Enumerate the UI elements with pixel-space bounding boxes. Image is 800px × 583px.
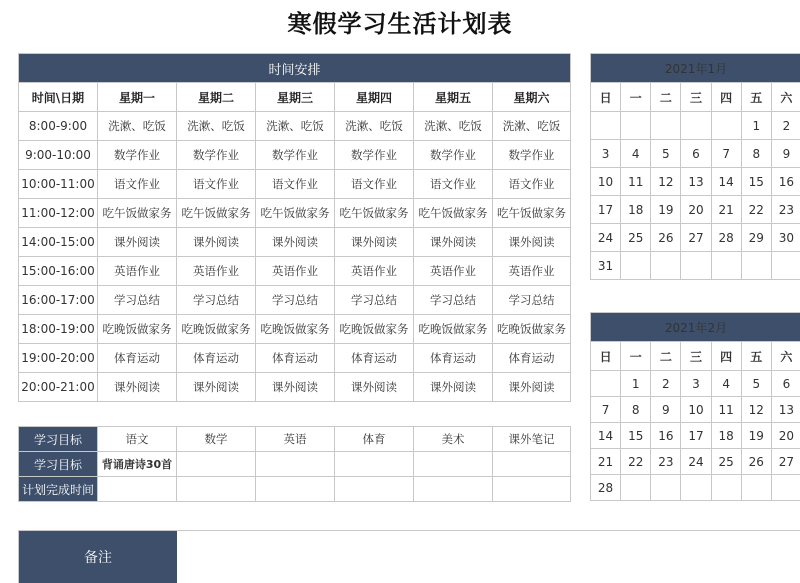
weekday-header: 一 — [621, 342, 651, 371]
time-slot: 19:00-20:00 — [19, 344, 98, 373]
calendar-day[interactable]: 31 — [591, 252, 621, 280]
goal-subject: 体育 — [335, 427, 414, 452]
calendar-day[interactable]: 9 — [771, 140, 800, 168]
calendar-day — [651, 112, 681, 140]
activity-cell[interactable]: 数学作业 — [256, 141, 335, 170]
calendar-day[interactable]: 25 — [711, 449, 741, 475]
calendar-day[interactable]: 1 — [741, 112, 771, 140]
activity-cell[interactable]: 语文作业 — [414, 170, 493, 199]
calendar-day[interactable]: 8 — [621, 397, 651, 423]
activity-cell[interactable]: 课外阅读 — [98, 228, 177, 257]
calendar-day[interactable]: 13 — [681, 168, 711, 196]
goal-subject: 课外笔记 — [493, 427, 571, 452]
activity-cell[interactable]: 吃晚饭做家务 — [493, 315, 571, 344]
activity-cell[interactable]: 吃晚饭做家务 — [256, 315, 335, 344]
calendar-day[interactable]: 6 — [771, 371, 800, 397]
calendar-day[interactable]: 14 — [711, 168, 741, 196]
goal-subject: 数学 — [177, 427, 256, 452]
goal-deadline[interactable] — [98, 477, 177, 502]
calendar-week — [591, 475, 800, 501]
calendar-day[interactable]: 26 — [651, 224, 681, 252]
calendar-day[interactable]: 17 — [681, 423, 711, 449]
calendar-day[interactable]: 5 — [651, 140, 681, 168]
calendar-day[interactable]: 24 — [681, 449, 711, 475]
activity-cell[interactable]: 洗漱、吃饭 — [493, 112, 571, 141]
calendar-day[interactable]: 30 — [771, 224, 800, 252]
day-header: 星期四 — [335, 83, 414, 112]
weekday-header: 五 — [741, 342, 771, 371]
activity-cell[interactable]: 课外阅读 — [335, 373, 414, 402]
calendar-day[interactable]: 26 — [741, 449, 771, 475]
calendar-day[interactable]: 17 — [591, 196, 621, 224]
goal-target[interactable] — [256, 452, 335, 477]
calendar-week — [591, 397, 800, 423]
activity-cell[interactable]: 英语作业 — [493, 257, 571, 286]
activity-cell[interactable]: 吃午饭做家务 — [493, 199, 571, 228]
calendar-day[interactable]: 18 — [711, 423, 741, 449]
calendar-day — [711, 252, 741, 280]
activity-cell[interactable]: 语文作业 — [493, 170, 571, 199]
day-header: 星期三 — [256, 83, 335, 112]
calendar-day[interactable]: 4 — [711, 371, 741, 397]
calendar-day — [681, 112, 711, 140]
calendar-day[interactable]: 24 — [591, 224, 621, 252]
activity-cell[interactable]: 英语作业 — [414, 257, 493, 286]
activity-cell[interactable]: 体育运动 — [493, 344, 571, 373]
calendar-day[interactable]: 11 — [621, 168, 651, 196]
activity-cell[interactable]: 学习总结 — [335, 286, 414, 315]
calendar-day — [681, 475, 711, 501]
weekday-header: 四 — [711, 83, 741, 112]
schedule-row — [19, 228, 571, 257]
calendar-week — [591, 112, 800, 140]
activity-cell[interactable]: 课外阅读 — [98, 373, 177, 402]
calendar-day[interactable]: 28 — [591, 475, 621, 501]
calendar-day[interactable]: 12 — [741, 397, 771, 423]
activity-cell[interactable]: 吃晚饭做家务 — [335, 315, 414, 344]
schedule-row — [19, 315, 571, 344]
activity-cell[interactable]: 洗漱、吃饭 — [335, 112, 414, 141]
calendar-day — [741, 252, 771, 280]
schedule-row — [19, 199, 571, 228]
time-slot: 8:00-9:00 — [19, 112, 98, 141]
activity-cell[interactable]: 课外阅读 — [493, 373, 571, 402]
activity-cell[interactable]: 语文作业 — [177, 170, 256, 199]
calendar-day[interactable]: 25 — [621, 224, 651, 252]
activity-cell[interactable]: 体育运动 — [335, 344, 414, 373]
calendar-day[interactable]: 11 — [711, 397, 741, 423]
goal-deadline[interactable] — [335, 477, 414, 502]
calendar-day[interactable]: 2 — [651, 371, 681, 397]
calendar-day[interactable]: 15 — [621, 423, 651, 449]
calendar-day[interactable]: 20 — [681, 196, 711, 224]
calendar-day[interactable]: 9 — [651, 397, 681, 423]
schedule-row — [19, 112, 571, 141]
calendar-day[interactable]: 19 — [651, 196, 681, 224]
goal-target[interactable] — [177, 452, 256, 477]
weekday-header: 日 — [591, 83, 621, 112]
calendar-january — [590, 53, 800, 280]
calendar-day[interactable]: 8 — [741, 140, 771, 168]
calendar-day — [621, 475, 651, 501]
calendar-day[interactable]: 10 — [681, 397, 711, 423]
activity-cell[interactable]: 学习总结 — [414, 286, 493, 315]
goal-target[interactable] — [493, 452, 571, 477]
time-slot: 11:00-12:00 — [19, 199, 98, 228]
weekday-header: 三 — [681, 342, 711, 371]
calendar-week — [591, 168, 800, 196]
activity-cell[interactable]: 洗漱、吃饭 — [414, 112, 493, 141]
calendar-day — [651, 252, 681, 280]
time-slot: 18:00-19:00 — [19, 315, 98, 344]
goal-subject: 美术 — [414, 427, 493, 452]
calendar-day — [711, 475, 741, 501]
calendar-day[interactable]: 19 — [741, 423, 771, 449]
activity-cell[interactable]: 课外阅读 — [414, 373, 493, 402]
calendar-day[interactable]: 2 — [771, 112, 800, 140]
activity-cell[interactable]: 英语作业 — [335, 257, 414, 286]
weekday-header: 三 — [681, 83, 711, 112]
calendar-day[interactable]: 23 — [651, 449, 681, 475]
activity-cell[interactable]: 课外阅读 — [493, 228, 571, 257]
calendar-day[interactable]: 6 — [681, 140, 711, 168]
activity-cell[interactable]: 体育运动 — [177, 344, 256, 373]
calendar-day — [621, 252, 651, 280]
calendar-day[interactable]: 20 — [771, 423, 800, 449]
weekday-header: 一 — [621, 83, 651, 112]
schedule-row — [19, 257, 571, 286]
day-header: 星期一 — [98, 83, 177, 112]
activity-cell[interactable]: 数学作业 — [335, 141, 414, 170]
activity-cell[interactable]: 数学作业 — [98, 141, 177, 170]
goal-subject: 英语 — [256, 427, 335, 452]
goal-deadline[interactable] — [493, 477, 571, 502]
calendar-day[interactable]: 3 — [591, 140, 621, 168]
goal-deadline[interactable] — [414, 477, 493, 502]
activity-cell[interactable]: 学习总结 — [493, 286, 571, 315]
calendar-day — [741, 475, 771, 501]
calendar-day — [711, 112, 741, 140]
calendar-week — [591, 423, 800, 449]
calendar-day[interactable]: 14 — [591, 423, 621, 449]
weekday-header: 日 — [591, 342, 621, 371]
schedule-row — [19, 170, 571, 199]
activity-cell[interactable]: 吃午饭做家务 — [414, 199, 493, 228]
time-slot: 10:00-11:00 — [19, 170, 98, 199]
schedule-row — [19, 373, 571, 402]
activity-cell[interactable]: 洗漱、吃饭 — [98, 112, 177, 141]
calendar-week — [591, 224, 800, 252]
schedule-table — [18, 53, 571, 402]
notes-area — [18, 530, 800, 583]
weekday-header: 六 — [771, 342, 800, 371]
schedule-header: 时间安排 — [19, 54, 571, 83]
calendar-day[interactable]: 18 — [621, 196, 651, 224]
activity-cell[interactable]: 吃午饭做家务 — [335, 199, 414, 228]
activity-cell[interactable]: 英语作业 — [256, 257, 335, 286]
calendar-day[interactable]: 7 — [711, 140, 741, 168]
calendar-day[interactable]: 16 — [651, 423, 681, 449]
calendar-day[interactable]: 3 — [681, 371, 711, 397]
activity-cell[interactable]: 吃晚饭做家务 — [414, 315, 493, 344]
notes-label: 备注 — [19, 531, 177, 583]
time-slot: 9:00-10:00 — [19, 141, 98, 170]
calendar-january-title: 2021年1月 — [591, 54, 800, 83]
activity-cell[interactable]: 课外阅读 — [335, 228, 414, 257]
activity-cell[interactable]: 英语作业 — [177, 257, 256, 286]
goal-target[interactable] — [414, 452, 493, 477]
calendar-week — [591, 140, 800, 168]
activity-cell[interactable]: 数学作业 — [414, 141, 493, 170]
activity-cell[interactable]: 课外阅读 — [414, 228, 493, 257]
activity-cell[interactable]: 语文作业 — [256, 170, 335, 199]
calendar-week — [591, 252, 800, 280]
activity-cell[interactable]: 体育运动 — [98, 344, 177, 373]
activity-cell[interactable]: 体育运动 — [414, 344, 493, 373]
calendar-day — [591, 112, 621, 140]
activity-cell[interactable]: 吃午饭做家务 — [256, 199, 335, 228]
calendar-day[interactable]: 23 — [771, 196, 800, 224]
calendar-day — [771, 475, 800, 501]
calendar-day[interactable]: 7 — [591, 397, 621, 423]
activity-cell[interactable]: 体育运动 — [256, 344, 335, 373]
weekday-header: 二 — [651, 342, 681, 371]
calendar-day[interactable]: 27 — [681, 224, 711, 252]
calendar-day — [621, 112, 651, 140]
calendar-february — [590, 312, 800, 501]
activity-cell[interactable]: 学习总结 — [98, 286, 177, 315]
goal-deadline[interactable] — [177, 477, 256, 502]
activity-cell[interactable]: 数学作业 — [493, 141, 571, 170]
calendar-day — [681, 252, 711, 280]
weekday-header: 四 — [711, 342, 741, 371]
schedule-row — [19, 141, 571, 170]
calendar-day[interactable]: 15 — [741, 168, 771, 196]
calendar-day[interactable]: 10 — [591, 168, 621, 196]
goal-deadline[interactable] — [256, 477, 335, 502]
activity-cell[interactable]: 学习总结 — [256, 286, 335, 315]
activity-cell[interactable]: 课外阅读 — [177, 373, 256, 402]
calendar-day[interactable]: 21 — [711, 196, 741, 224]
calendar-day[interactable]: 16 — [771, 168, 800, 196]
time-slot: 14:00-15:00 — [19, 228, 98, 257]
calendar-week — [591, 449, 800, 475]
activity-cell[interactable]: 语文作业 — [335, 170, 414, 199]
goals-table — [18, 426, 571, 502]
calendar-week — [591, 371, 800, 397]
calendar-day[interactable]: 12 — [651, 168, 681, 196]
calendar-day — [651, 475, 681, 501]
activity-cell[interactable]: 学习总结 — [177, 286, 256, 315]
activity-cell[interactable]: 吃晚饭做家务 — [98, 315, 177, 344]
calendar-week — [591, 196, 800, 224]
activity-cell[interactable]: 吃午饭做家务 — [177, 199, 256, 228]
weekday-header: 六 — [771, 83, 800, 112]
calendar-day[interactable]: 1 — [621, 371, 651, 397]
schedule-row — [19, 286, 571, 315]
goal-target[interactable]: 背诵唐诗30首 — [98, 452, 177, 477]
activity-cell[interactable]: 课外阅读 — [177, 228, 256, 257]
day-header: 星期二 — [177, 83, 256, 112]
activity-cell[interactable]: 洗漱、吃饭 — [256, 112, 335, 141]
calendar-day[interactable]: 28 — [711, 224, 741, 252]
goal-subject: 语文 — [98, 427, 177, 452]
day-header: 星期五 — [414, 83, 493, 112]
calendar-february-title: 2021年2月 — [591, 313, 800, 342]
goal-target[interactable] — [335, 452, 414, 477]
activity-cell[interactable]: 吃晚饭做家务 — [177, 315, 256, 344]
weekday-header: 二 — [651, 83, 681, 112]
calendar-day[interactable]: 22 — [621, 449, 651, 475]
activity-cell[interactable]: 课外阅读 — [256, 228, 335, 257]
weekday-header: 五 — [741, 83, 771, 112]
calendar-day[interactable]: 13 — [771, 397, 800, 423]
corner-cell: 时间\日期 — [19, 83, 98, 112]
calendar-day[interactable]: 22 — [741, 196, 771, 224]
time-slot: 20:00-21:00 — [19, 373, 98, 402]
activity-cell[interactable]: 洗漱、吃饭 — [177, 112, 256, 141]
calendar-day[interactable]: 27 — [771, 449, 800, 475]
goals-label-targets: 学习目标 — [19, 452, 98, 477]
calendar-day — [771, 252, 800, 280]
calendar-day[interactable]: 29 — [741, 224, 771, 252]
calendar-day — [591, 371, 621, 397]
activity-cell[interactable]: 英语作业 — [98, 257, 177, 286]
activity-cell[interactable]: 吃午饭做家务 — [98, 199, 177, 228]
page-title: 寒假学习生活计划表 — [0, 4, 800, 39]
activity-cell[interactable]: 课外阅读 — [256, 373, 335, 402]
activity-cell[interactable]: 语文作业 — [98, 170, 177, 199]
calendar-day[interactable]: 21 — [591, 449, 621, 475]
goals-label-deadline: 计划完成时间 — [19, 477, 98, 502]
calendar-day[interactable]: 5 — [741, 371, 771, 397]
schedule-row — [19, 344, 571, 373]
activity-cell[interactable]: 数学作业 — [177, 141, 256, 170]
goals-label-subjects: 学习目标 — [19, 427, 98, 452]
notes-content[interactable] — [179, 531, 800, 583]
calendar-day[interactable]: 4 — [621, 140, 651, 168]
day-header: 星期六 — [493, 83, 571, 112]
time-slot: 15:00-16:00 — [19, 257, 98, 286]
time-slot: 16:00-17:00 — [19, 286, 98, 315]
